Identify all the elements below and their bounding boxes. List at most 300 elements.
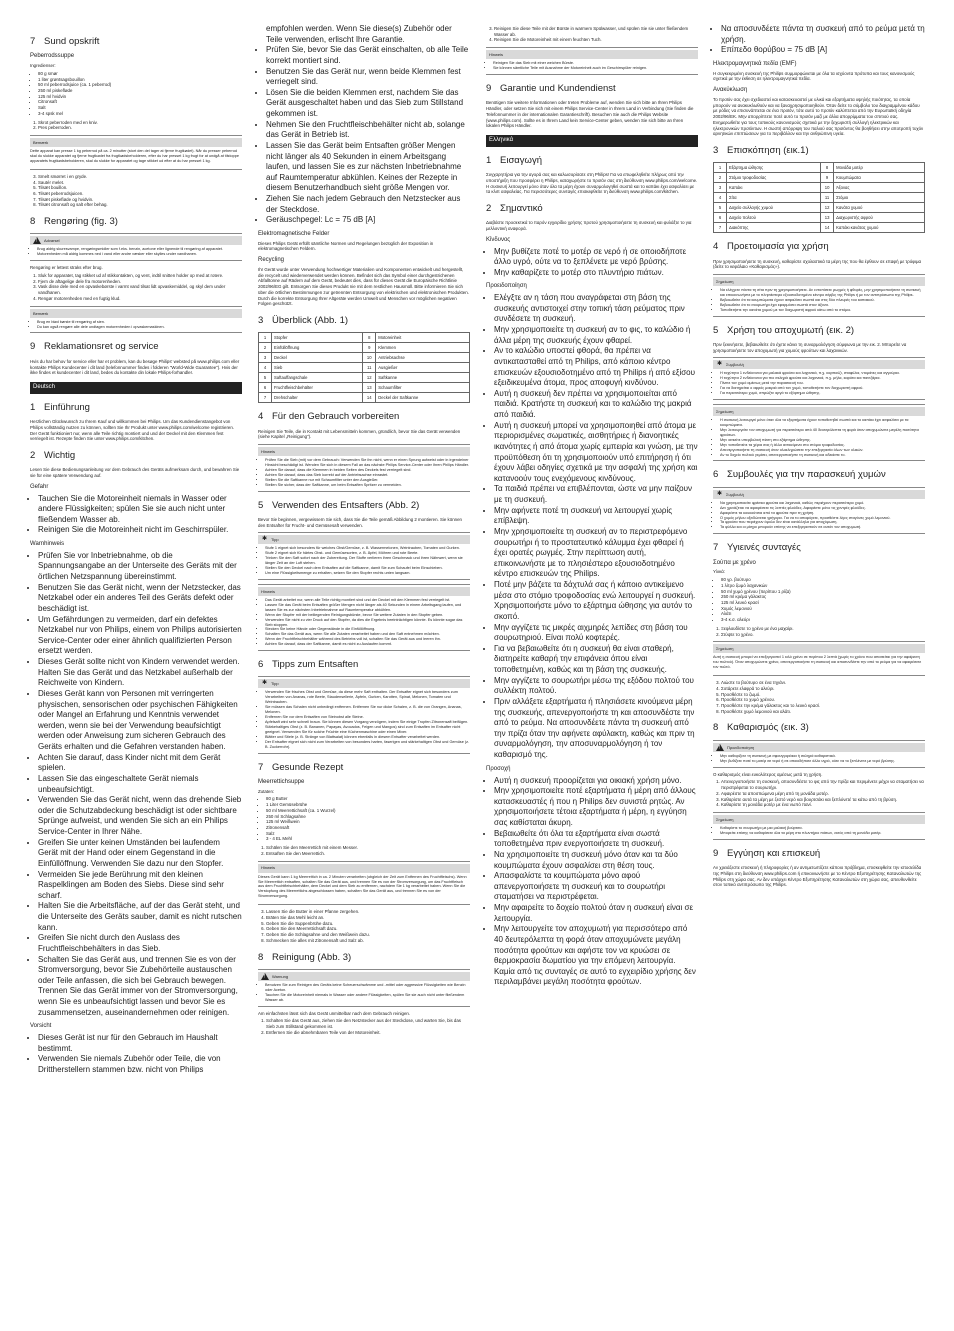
parts-row bbox=[714, 223, 925, 233]
paragraph: Dieses Philips Gerät erfüllt sämtliche Normen und Regelungen bezüglich der Exposition in elektromagnetischen Feldern. bbox=[258, 240, 434, 252]
section-title: Σημαντικό bbox=[500, 202, 543, 214]
note-box bbox=[258, 532, 470, 580]
section-heading bbox=[713, 469, 925, 481]
section-number: 5 bbox=[713, 324, 719, 336]
list-item: • 50 ml Meerrettichsaft (ca. 1 Wurzel) bbox=[266, 808, 470, 814]
subheading: Ανακύκλωση bbox=[713, 87, 748, 94]
list-item: • Verwenden Sie frisches Obst und Gemüse, da diese mehr Saft enthalten. Der Entsafter eignet sich besonders zum Verarbeiten von Ananas, rote Beete, Staudensellerie, Äpfeln, Gurken, Karotten, Spinat, Melonen, Tomaten und Weintrauben. bbox=[265, 690, 470, 705]
step-item: 5. Προσθέστε το ζωμό. bbox=[721, 692, 925, 698]
steps-list bbox=[713, 680, 925, 714]
list-item: • Benutzen Sie zum Reinigen des Geräts keine Scheuerschwämme und -mittel oder aggressive Flüssigkeiten wie Benzin oder Aceton. bbox=[265, 983, 470, 993]
list-item: • Schalten Sie das Gerät aus, wenn Sie alle Zutaten verarbeitet haben und den Saft entnehmen möchten. bbox=[265, 632, 470, 637]
list-item: • 125 ml λευκό κρασί bbox=[721, 600, 925, 606]
note-box bbox=[30, 306, 242, 334]
step-item: 2. Στύψτε το χρένο. bbox=[721, 632, 925, 638]
bullet-list bbox=[713, 371, 925, 396]
list-item: • 250 ml Schlagsahne bbox=[266, 814, 470, 820]
section-heading bbox=[713, 241, 925, 253]
parts-row bbox=[714, 183, 925, 193]
part-number: 12 bbox=[821, 203, 834, 213]
list-item: • Dieses Gerät ist nur für den Gebrauch im Haushalt bestimmt. bbox=[38, 1033, 242, 1054]
section-title: Reinigung (Abb. 3) bbox=[272, 951, 352, 963]
list-item: • Stellen Sie den Deckel nach dem Entsaften auf die Saftkanne, damit Sie zum Schaufel beim Einschieben. bbox=[265, 566, 470, 571]
step-item: 8. Προσθέστε χυμό λεμονιού και αλάτι. bbox=[721, 709, 925, 715]
list-item: • 250 ml piskefløde bbox=[38, 88, 242, 94]
list-item: • Reinigen Sie die Motoreinheit nicht im Geschirrspüler. bbox=[38, 525, 242, 536]
note-box bbox=[258, 969, 470, 1007]
list-item: • Zitronensaft bbox=[266, 825, 470, 831]
part-name: Saftkanne bbox=[376, 373, 470, 383]
note-box bbox=[258, 676, 470, 753]
list-item: • Vermeiden Sie jede Berührung mit den kleinen Raspelklingen am Boden des Siebs. Diese sind sehr scharf. bbox=[38, 870, 242, 902]
column-4 bbox=[713, 24, 925, 890]
list-item: • Μην χρησιμοποιείτε ποτέ εξαρτήματα ή μέρη από άλλους κατασκευαστές ή που η Philips δεν συνιστά ρητώς. Αν χρησιμοποιήσετε τέτοια εξαρτήματα ή μέρη, η εγγύηση σας καθίσταται άκυρη. bbox=[494, 786, 698, 829]
list-item: • Ποτέ μην βάζετε τα δάχτυλά σας ή κάποιο αντικείμενο μέσα στο στόμιο τροφοδοσίας ενώ λειτουργεί η συσκευή. Χρησιμοποιήστε μόνο το εξάρτημα ώθησης για αυτόν το σκοπό. bbox=[494, 580, 698, 623]
parts-row bbox=[259, 333, 470, 343]
list-item: • Αν το καλώδιο υποστεί φθορά, θα πρέπει να αντικατασταθεί από τη Philips, από κάποιο κέντρο επισκευών εξουσιοδοτημένο από τη Philips ή από εξίσου εξειδικευμένα άτομα, προς αποφυγή κινδύνου. bbox=[494, 346, 698, 389]
list-item: • Geräuschpegel: Lc = 75 dB [A] bbox=[266, 215, 470, 226]
note-box bbox=[258, 584, 470, 651]
list-item: • Μην χρησιμοποιείτε τη συσκευή αν το περιστρεφόμενο σουρωτήρι ή το προστατευτικό κάλυμμα έχει φθαρεί ή έχει ορατές ρωγμές. Στην περίπτωση αυτή, επικοινωνήστε με το πλησιέστερο εξουσιοδοτημένο κέντρο επισκευών της Philips. bbox=[494, 527, 698, 580]
list-item: • Μην αφαιρείτε το δοχείο πολτού όταν η συσκευή είναι σε λειτουργία. bbox=[494, 903, 698, 924]
list-item: • Greifen Sie nicht durch den Auslass des Fruchtfleischbehälters in das Sieb. bbox=[38, 933, 242, 954]
note-box bbox=[30, 135, 242, 170]
note-label: Hinweis bbox=[261, 865, 276, 871]
tip-icon: ✱ bbox=[261, 536, 268, 543]
part-number: 8 bbox=[363, 333, 376, 343]
bullet-list bbox=[30, 551, 242, 1019]
note-label: Warnung bbox=[272, 973, 289, 979]
list-item: • Stufe 2 eignet sich für härtes Obst- und Gemüsesorten, z. B. Äpfel, Möhren und rote Beete. bbox=[265, 551, 470, 556]
step-item: 4. Rengør motorenheden med en fugtig klud. bbox=[38, 296, 242, 302]
paragraph: Ihr Gerät wurde unter Verwendung hochwertiger Materialien und Komponenten entwickelt und hergestellt, die recycelt und wiederverwendet werden können. Befindet sich das Symbol einer durchgestrichenen Abfalltonne auf Rädern auf dem Gerät, bedeutet dies, dass für dieses Gerät die Europäische Richtlinie 2002/96/EG gilt. Entsorgen Sie dieses Produkt nie mit dem restlichen Hausmüll. Bitte informieren Sie sich über die örtlichen Bestimmungen zur getrennten Entsorgung von elektrischen und elektronischen Produkten. Durch die korrekte Entsorgung Ihrer Altgeräte werden Umwelt und Menschen vor möglichen negativen Folgen geschützt. bbox=[258, 266, 469, 307]
note-box bbox=[713, 487, 925, 535]
list-item: • Schalten Sie das Gerät aus, und trennen Sie es von der Stromversorgung, bevor Sie Zubehörteile austauschen oder Teile anfassen, die sich bei Gebrauch bewegen. Trennen Sie das Gerät immer von der Stromversorgung, wenn Sie es unbeaufsichtigt lassen und bevor Sie es zusammensetzen, auseinandernehmen oder reinigen. bbox=[38, 955, 242, 1019]
section-number: 4 bbox=[713, 241, 719, 253]
paragraph: Zutaten: bbox=[258, 788, 275, 794]
list-item: • Brug en blød børste til rengøring af sien. bbox=[37, 320, 242, 325]
step-item: 3. Reinigen Sie diese Teile mit der Bürste in warmem Spülwasser, und spülen Sie sie unter fließendem Wasser ab. bbox=[494, 26, 698, 37]
list-item: • Salt bbox=[38, 105, 242, 111]
steps-list bbox=[486, 26, 698, 43]
step-item: 2. Entsaften Sie den Meerrettich. bbox=[266, 851, 470, 857]
section-title: Gesunde Rezept bbox=[272, 761, 344, 773]
step-item: 2. Fjern de aftagelige dele fra motorenheden. bbox=[38, 279, 242, 285]
part-number: 9 bbox=[363, 343, 376, 353]
section-number: 6 bbox=[258, 659, 264, 671]
part-number: 6 bbox=[259, 383, 272, 393]
section-number: 3 bbox=[713, 144, 719, 156]
section-heading bbox=[713, 848, 925, 860]
list-item: • Citronsaft bbox=[38, 99, 242, 105]
list-item: • Μην καθαρίζετε το μοτέρ στο πλυντήριο πιάτων. bbox=[494, 268, 698, 279]
list-item: • Prüfen Sie, bevor Sie das Gerät einschalten, ob alle Teile korrekt montiert sind. bbox=[266, 45, 470, 66]
list-item: • Μην χρησιμοποιείτε τη συσκευή αν το φις, το καλώδιο ή άλλα μέρη της συσκευής έχουν φθαρεί. bbox=[494, 325, 698, 346]
part-name: Klemmen bbox=[376, 343, 470, 353]
parts-table bbox=[713, 162, 925, 233]
note-label: Advarsel bbox=[44, 238, 60, 244]
part-name: Καπάκι bbox=[727, 183, 821, 193]
list-item: • Du kan også rengøre alle dele undtagen motorenheden i opvaskemaskinen. bbox=[37, 325, 242, 330]
section-heading bbox=[30, 36, 242, 48]
section-title: Tipps zum Entsaften bbox=[272, 659, 359, 671]
section-number: 2 bbox=[486, 202, 492, 214]
list-item: • Καθαρίστε το σουρωτήρι με μια μαλακή βούρτσα. bbox=[720, 826, 925, 831]
part-number: 1 bbox=[714, 163, 727, 173]
list-item: • Η συσκευή λειτουργεί μόνο όταν όλα τα εξαρτήματα έχουν τοποθετηθεί σωστά και το καπάκι έχει ασφαλίσει με τα κουμπώματα. bbox=[720, 418, 925, 428]
list-item: • Να χρησιμοποιείτε φρέσκα φρούτα και λαχανικά, καθώς περιέχουν περισσότερο χυμό. bbox=[720, 501, 925, 506]
section-heading bbox=[486, 83, 698, 95]
list-item: • Blätter und Stiele (z. B. Stränge von Blattsalat) können ebenfalls in diesem Entsafter verarbeitet werden. bbox=[265, 735, 470, 740]
part-number: 12 bbox=[363, 373, 376, 383]
step-item: 3. Καθαρίστε αυτά τα μέρη με ζεστό νερό και βουρτσάκι και ξεπλύνετέ τα κάτω από τη βρύση. bbox=[721, 797, 925, 803]
section-heading bbox=[30, 402, 242, 414]
list-item: • 80 g Butter bbox=[266, 796, 470, 802]
section-title: Εγγύηση και επισκευή bbox=[727, 847, 821, 859]
part-number: 2 bbox=[259, 343, 272, 353]
step-item: 2. Entfernen Sie die abnehmbaren Teile von der Motoreinheit. bbox=[266, 1030, 470, 1036]
list-item: • Benutzen Sie das Gerät nicht, wenn der Netzstecker, das Netzkabel oder ein anderes Teil des Geräts defekt oder beschädigt ist. bbox=[38, 583, 242, 615]
list-item: • Μην βυθίζετε ποτέ το μοτέρ σε νερό ή σε οποιοδήποτε άλλο υγρό, ούτε να το ξεπλένετε με νερό βρύσης. bbox=[720, 759, 925, 764]
parts-row bbox=[714, 193, 925, 203]
note-box bbox=[713, 641, 925, 676]
part-number: 13 bbox=[821, 213, 834, 223]
list-item: • Um eine Flüssigkeitsmenge zu erhalten, setzen Sie den Stopfer rechts unten langsam. bbox=[265, 571, 470, 576]
part-name: Στόμιο bbox=[834, 193, 925, 203]
step-item: 1. Schalten Sie das Gerät aus, ziehen Sie den Netzstecker aus der Steckdose, und warten Sie, bis das Sieb zum Stillstand gekommen ist. bbox=[266, 1018, 470, 1029]
section-number: 1 bbox=[486, 154, 492, 166]
part-number: 3 bbox=[714, 183, 727, 193]
steps-list bbox=[30, 273, 242, 302]
list-item: • Dieses Gerät kann von Personen mit verringerten physischen, sensorischen oder psychischen Fähigkeiten oder Mangel an Erfahrung und Kenntnis verwendet werden, wenn sie bei der Verwendung beaufsichtigt werden oder Anweisung zum sicheren Gebrauch des Geräts erhalten und die Gefahren verstanden haben. bbox=[38, 689, 242, 753]
list-item: • Μην λειτουργείτε τον αποχυμωτή για περισσότερο από 40 δευτερόλεπτα τη φορά όταν αποχυμώνετε μεγάλη ποσότητα φρούτων και αφήστε τον να κρυώσει σε θερμοκρασία δωματίου για την επόμενη λειτουργία. Καμία από τις συνταγές σε αυτό το εγχειρίδιο χρήσης δεν περιλαμβάνει μεγάλη ποσότητα φρούτων. bbox=[494, 924, 698, 988]
part-name: Καπάκι κανάτας χυμού bbox=[834, 223, 925, 233]
section-title: Επισκόπηση (εικ.1) bbox=[727, 144, 809, 156]
bullet-list bbox=[486, 247, 698, 279]
part-number: 13 bbox=[363, 383, 376, 393]
parts-row bbox=[259, 373, 470, 383]
paragraph: Benötigen Sie weitere Informationen oder treten Probleme auf, wenden Sie sich bitte an Ihren Philips Händler, oder setzen Sie sich mit einem Philips Service-Center in Ihrem Land in Verbindung (Sie finden die Telefonnummer in der internationalen Garantieschrift). Besuchen Sie auch die Philips Website (www.philips.com). Sollte es in Ihrem Land kein Service-Center geben, wenden Sie sich bitte an Ihren lokalen Philips Händler. bbox=[486, 100, 694, 129]
steps-list bbox=[30, 174, 242, 208]
note-header bbox=[258, 679, 470, 688]
note-header bbox=[713, 277, 925, 286]
section-number: 1 bbox=[30, 401, 36, 413]
list-item: • Πριν αλλάξετε εξαρτήματα ή πλησιάσετε κινούμενα μέρη της συσκευής, απενεργοποιήστε τη και αποσυνδέστε την από το ρεύμα. Να αποσυνδέετε πάντα τη συσκευή από την πρίζα όταν την αφήνετε αφύλακτη, καθώς και πριν τη συναρμολόγηση, την αποσυναρμολόγηση ή τον καθαρισμό της. bbox=[494, 697, 698, 761]
subheading: Recycling bbox=[258, 257, 285, 264]
list-item: • Sie können sämtliche Teile mit Ausnahme der Motoreinheit auch im Geschirrspüler reinigen. bbox=[493, 66, 698, 71]
section-heading bbox=[258, 762, 470, 774]
list-item: • Αυτή η συσκευή προορίζεται για οικιακή χρήση μόνο. bbox=[494, 776, 698, 787]
list-item: • Επίπεδο θορύβου = 75 dB [A] bbox=[721, 45, 925, 56]
note-label: Προειδοποίηση bbox=[727, 744, 755, 750]
note-box bbox=[713, 274, 925, 317]
list-item: • Stecken Sie keine Hände oder Gegenstände in die Einfüllöffnung. bbox=[265, 627, 470, 632]
list-item: • Για να βεβαιωθείτε ότι η συσκευή θα είναι σταθερή, διατηρείτε καθαρή την επιφάνεια όπου είναι τοποθετημένη, καθώς και τη βάση της συσκευής. bbox=[494, 644, 698, 676]
language-bar: Deutsch bbox=[30, 382, 242, 394]
note-header bbox=[713, 815, 925, 824]
list-item: • Τα φύλλα και οι μίσχοι μπορούν επίσης να επεξεργαστούν σε αυτόν τον αποχυμωτή. bbox=[720, 525, 925, 530]
list-item: • Um Gefährdungen zu vermeiden, darf ein defektes Netzkabel nur von Philips, einem von Philips autorisierten Service-Center oder einer ähnlich qualifizierten Person ersetzt werden. bbox=[38, 615, 242, 658]
note-header bbox=[258, 447, 470, 456]
list-item: • Μην καθαρίζετε τη συσκευή με σφουγγαράκια ή σκληρά καθαριστικά. bbox=[720, 754, 925, 759]
note-header bbox=[486, 50, 698, 59]
section-title: Rengøring (fig. 3) bbox=[44, 216, 118, 228]
section-number: 5 bbox=[258, 499, 264, 511]
warning-icon bbox=[261, 973, 269, 980]
list-item: • Μην αγγίζετε τις μικρές αιχμηρές λεπίδες στη βάση του σουρωτηριού. Είναι πολύ κοφτερές. bbox=[494, 623, 698, 644]
paragraph: Hvis du har behov for service eller har et problem, kan du besøge Philips' websted på www.philips.com eller kontakte Philips Kundecenter i dit land (telefonnummer findes i folderen "World-Wide Guarantee"). Hvis der ikke findes et kundecenter i dit land, bedes du kontakte din lokale Philips-forhandler. bbox=[30, 358, 240, 376]
list-item: • Tauchen Sie die Motoreinheit niemals in Wasser oder andere Flüssigkeiten, spülen Sie sie auch nicht unter fließendem Wasser ab. bbox=[265, 993, 470, 1003]
note-header bbox=[713, 407, 925, 416]
bullet-list bbox=[30, 1033, 242, 1076]
section-heading bbox=[713, 145, 925, 157]
part-name: Antriebsachse bbox=[376, 353, 470, 363]
section-number: 7 bbox=[713, 542, 719, 554]
list-item: • Sie müssen das Schalen nicht unbedingt entfernen. Entfernen Sie nur dicke Schalen, z. B. die von Orangen, Ananas, Melonen. bbox=[265, 705, 470, 715]
list-item: • 80 g smør bbox=[38, 71, 242, 77]
subheading: Ηλεκτρομαγνητικά πεδία (EMF) bbox=[713, 60, 797, 67]
bullet-list bbox=[486, 293, 698, 761]
list-item: • 3-4 κ.σ. αλεύρι bbox=[721, 617, 925, 623]
bullet-list bbox=[713, 418, 925, 457]
list-item: • Δεν χρειάζεται να αφαιρέσετε τις λεπτές φλούδες. Αφαιρέστε μόνο τις χοντρές φλούδες. bbox=[720, 506, 925, 511]
paragraph: Πριν ξεκινήσετε, βεβαιωθείτε ότι έχετε κάνει τη συναρμολόγηση σύμφωνα με την εικ. 2. Μπορείτε να χρησιμοποιήσετε τον αποχυμωτή για χυμούς φρούτων και λαχανικών. bbox=[713, 342, 907, 353]
part-name: Κουμπώματα bbox=[834, 173, 925, 183]
note-header bbox=[258, 587, 470, 596]
step-item: 2. Pres peberroden. bbox=[38, 125, 242, 131]
section-heading bbox=[486, 155, 698, 167]
section-number: 2 bbox=[30, 449, 36, 461]
paragraph: Υλικά: bbox=[713, 569, 725, 575]
parts-row bbox=[259, 383, 470, 393]
section-title: Wichtig bbox=[44, 449, 76, 461]
section-title: Υγιεινές συνταγές bbox=[727, 542, 801, 554]
list-item: • Nehmen Sie den Fruchtfleischbehälter nicht ab, solange das Gerät in Betrieb ist. bbox=[266, 120, 470, 141]
part-name: Δοχείο συλλογής χυμού bbox=[727, 203, 821, 213]
tip-icon: ✱ bbox=[716, 490, 723, 497]
step-item: 1. Schälen Sie den Meerrettich mit einem Messer. bbox=[266, 845, 470, 851]
note-label: Tipp bbox=[271, 537, 279, 543]
part-name: Ausgießer bbox=[376, 363, 470, 373]
note-text: Dette apparat kan presse 1 kg peberrod på ca. 2 minutter (stort den del tager at fjerne frugtkødet). Når du presser peberrod skal du slukke apparatet og fjerne frugtkødet fra frugtkødsbeholderen, efter du har presset 1 kg frugt for at undgå at tilstoppe apparatets frugtkødsbeholderen, skal du slukke for apparatet og tage stikket ud efter at du har presset 1 kg. bbox=[30, 149, 239, 163]
list-item: • Αφαιρέστε τα κουκούτσια από τα φρούτα πριν τη χρήση. bbox=[720, 511, 925, 516]
part-number: 3 bbox=[259, 353, 272, 363]
note-header bbox=[713, 743, 925, 752]
list-item: • Benutzen Sie das Gerät nur, wenn beide Klemmen fest verriegelt sind. bbox=[266, 67, 470, 88]
parts-row bbox=[259, 343, 470, 353]
section-number: 7 bbox=[30, 36, 36, 47]
paragraph: Bevor Sie beginnen, vergewissern Sie sich, dass Sie die Teile gemäß Abbildung 2 montieren. Sie können den Entsafter für Frucht- und Gemüsesaft verwenden. bbox=[258, 516, 462, 528]
list-item: • 3 - 4 EL Mehl bbox=[266, 836, 470, 842]
list-item: • Μην λειτουργείτε τον αποχυμωτή για περισσότερο από 40 δευτερόλεπτα τη φορά όταν αποχυμώνετε μεγάλη ποσότητα φρούτων. bbox=[720, 428, 925, 438]
part-number: 14 bbox=[821, 223, 834, 233]
section-heading bbox=[258, 500, 470, 512]
paragraph: Herzlichen Glückwunsch zu Ihrem Kauf und willkommen bei Philips. Um das Kundendienstangebot von Philips vollständig nutzen zu können, sollten Sie Ihr Produkt unter www.philips.com/welcome registrieren. Der Gerät funktioniert nur, wenn alle Teile richtig montiert und und der Deckel mit den Klemmen fest verriegelt ist. Rezepte finden Sie unter www.philips.com/kitchen. bbox=[30, 419, 235, 442]
section-heading bbox=[486, 203, 698, 215]
list-item: • Achten Sie darauf, dass die Klemmen in beiden Seiten des Deckels fest verriegelt sind. bbox=[265, 468, 470, 473]
note-label: Σημείωση bbox=[716, 646, 734, 652]
note-label: Σημείωση bbox=[716, 278, 734, 284]
part-number: 8 bbox=[821, 163, 834, 173]
step-item: 1. Ξεφλουδίστε το χρένο με ένα μαχαίρι. bbox=[721, 626, 925, 632]
bullet-list bbox=[258, 796, 470, 842]
part-name: Stopfer bbox=[272, 333, 363, 343]
step-item: 5. Tilsæt bouillon. bbox=[38, 185, 242, 191]
steps-list bbox=[258, 1018, 470, 1035]
subheading: Vorsicht bbox=[30, 1023, 52, 1030]
list-item: • Brug aldrig skuresvampe, rengøringsmidler som f.eks. benzin, acetone eller lignende til rengøring af apparatet. bbox=[37, 247, 242, 252]
part-name: Deckel der Saftkanne bbox=[376, 393, 470, 403]
section-title: Für den Gebrauch vorbereiten bbox=[272, 411, 400, 423]
paragraph: Συγχαρητήρια για την αγορά σας και καλωσορίσατε στη Philips! Για να επωφεληθείτε πλήρως από την υποστήριξη που προσφέρει η Philips, καταχωρήστε το προϊόν σας στη διεύθυνση www.philips.com/welcome. Η συσκευή λειτουργεί μόνο όταν όλα τα μέρη έχουν συναρμολογηθεί σωστά και το καπάκι έχει ασφαλίσει με τα κλιπ ασφαλείας. Για περισσότερες συνταγές επισκεφθείτε τη διεύθυνση www.philips.com/kitchen. bbox=[486, 172, 698, 195]
part-name: Motoreinheit bbox=[376, 333, 470, 343]
parts-row bbox=[259, 393, 470, 403]
part-name: Σίτα bbox=[727, 193, 821, 203]
section-number: 9 bbox=[30, 341, 36, 353]
part-name: Άξονας bbox=[834, 183, 925, 193]
part-number: 7 bbox=[714, 223, 727, 233]
list-item: • Χυμός λεμονιού bbox=[721, 606, 925, 612]
bullet-list bbox=[30, 71, 242, 117]
part-name: Κανάτα χυμού bbox=[834, 203, 925, 213]
list-item: • 3-4 spsk mel bbox=[38, 111, 242, 117]
part-name: Μονάδα μοτέρ bbox=[834, 163, 925, 173]
step-item: 4. Bräten Sie das Mehl leicht an. bbox=[266, 915, 470, 921]
note-text: Dieses Gerät kann 1 kg Meerrettich in ca. 2 Minuten verarbeiten (obgleich der Zeit zum Entfernen des Fruchtfleischs). Wenn Sie Meerrettich entsaften, schalten Sie das Gerät aus, und trennen Sie es von der Stromversorgung, um das Fruchtfleisch aus dem Fruchtfleischbehälter, dem Deckel und dem Sieb zu entfernen, nachdem Sie 1 kg verarbeitet haben. Wenn Sie die Verstopfung des Meerrettichs abgeschlossen haben, schalten Sie das Gerät aus, und trennen Sie es von der Stromversorgung. bbox=[258, 874, 467, 899]
list-item: • Μην ασκείτε υπερβολική πίεση στο εξάρτημα ώθησης. bbox=[720, 438, 925, 443]
section-title: Überblick (Abb. 1) bbox=[272, 314, 349, 326]
note-label: Συμβουλή bbox=[726, 491, 744, 497]
step-item: 3. Vask disse dele med en opvaskebørste i varmt vand tilsat lidt opvaskemiddel, og skyl dem under vandhanen. bbox=[38, 284, 242, 295]
step-item: 6. Προσθέστε το χυμό χρένου. bbox=[721, 697, 925, 703]
list-item: • Salz bbox=[266, 831, 470, 837]
paragraph: Διαβάστε προσεκτικά το παρόν εγχειρίδιο χρήσης προτού χρησιμοποιήσετε τη συσκευή και φυλάξτε το για μελλοντική αναφορά. bbox=[486, 220, 692, 232]
section-number: 9 bbox=[713, 847, 719, 859]
section-heading bbox=[258, 411, 470, 423]
list-item: • Βεβαιωθείτε ότι τα κουμπώματα έχουν ασφαλίσει σωστά και στις δύο πλευρές του καπακιού. bbox=[720, 298, 925, 303]
list-item: • Prüfen Sie die Sieb (mit) vor dem Gebrauch: Verwenden Sie ihn nicht, wenn er einen Sprung aufweist oder in irgendeiner Hinsicht beschädigt ist. Wenden Sie sich in diesem Fall an das nächste Philips Service-Center oder Ihren Philips Händler. bbox=[265, 458, 470, 468]
list-item: • Stärkehaltiges Obst (z. B. Bananen, Papayas, Avocados, Feigen und Mangos) sind zum Entsaften im Entsafter nicht geeignet. Verwenden Sie für solche Früchte eine Küchenmaschine oder einen Mixer. bbox=[265, 725, 470, 735]
list-item: • Halten Sie die Arbeitsfläche, auf der das Gerät steht, und die Unterseite des Geräts sauber, damit es nicht rutschen kann. bbox=[38, 901, 242, 933]
part-number: 5 bbox=[259, 373, 272, 383]
parts-row bbox=[714, 163, 925, 173]
bullet-list bbox=[258, 458, 470, 488]
list-item: • 125 ml hvidvin bbox=[38, 94, 242, 100]
part-name: Sieb bbox=[272, 363, 363, 373]
note-label: Σημείωση bbox=[716, 408, 734, 414]
bullet-list bbox=[713, 501, 925, 531]
note-header bbox=[713, 644, 925, 653]
step-item: 8. Schmecken Sie alles mit Zitronensaft und Salz ab. bbox=[266, 938, 470, 944]
list-item: • 50 ml peberrodsjuice (ca. 1 peberrod) bbox=[38, 82, 242, 88]
warning-icon bbox=[33, 237, 41, 244]
section-number: 8 bbox=[713, 722, 719, 734]
note-header bbox=[30, 236, 242, 245]
list-item: • Achten Sie darauf, dass das Sieb korrekt auf der Antriebsachse einrastet. bbox=[265, 473, 470, 478]
paragraph: Η συγκεκριμένη συσκευή της Philips συμμορφώνεται με όλα τα ισχύοντα πρότυπα και τους κανονισμούς σχετικά με την έκθεση σε ηλεκτρομαγνητικά πεδία. bbox=[713, 70, 915, 82]
note-label: Bemærk bbox=[33, 310, 49, 316]
tip-icon: ✱ bbox=[261, 680, 268, 687]
bullet-list bbox=[258, 690, 470, 749]
note-label: Bemærk bbox=[33, 139, 49, 145]
list-item: • Μην βυθίζετε ποτέ το μοτέρ σε νερό ή σε οποιοδήποτε άλλο υγρό, ούτε να το ξεπλένετε με νερό βρύσης. bbox=[494, 247, 698, 268]
paragraph: Am einfachsten lässt sich das Gerät unmittelbar nach dem Gebrauch reinigen. bbox=[258, 1010, 411, 1016]
part-number: 2 bbox=[714, 173, 727, 183]
step-item: 1. Sluk for apparatet, tag stikket ud af stikkontakten, og vent, indtil snitten holder op med at rotere. bbox=[38, 273, 242, 279]
list-item: • Η ταχύτητα 1 ενδείκνυται για μαλακά φρούτα και λαχανικά, π.χ. καρπούζι, σταφύλια, ντομάτες και αγγούρια. bbox=[720, 371, 925, 376]
section-heading bbox=[713, 542, 925, 554]
list-item: • Greifen Sie unter keinen Umständen bei laufendem Gerät mit der Hand oder einem Gegenstand in die Einfüllöffnung. Verwenden Sie dazu nur den Stopfer. bbox=[38, 838, 242, 870]
note-label: Συμβουλή bbox=[726, 362, 744, 368]
parts-row bbox=[259, 363, 470, 373]
section-number: 9 bbox=[486, 83, 492, 94]
part-number: 5 bbox=[714, 203, 727, 213]
list-item: • Der Entsafter eignet sich nicht zum Verarbeiten von besonders harten, faserigen und stärkehaltigen Obst und Gemüse (z. B. Zuckerrohr). bbox=[265, 740, 470, 750]
note-header bbox=[30, 309, 242, 318]
list-item: • 125 ml Weißwein bbox=[266, 819, 470, 825]
list-item: • Τα φρούτα που περιέχουν άμυλο δεν είναι κατάλληλα για αποχύμωση. bbox=[720, 520, 925, 525]
part-name: Διαχωριστής αφρού bbox=[834, 213, 925, 223]
list-item: • Ziehen Sie nach jedem Gebrauch den Netzstecker aus der Steckdose. bbox=[266, 194, 470, 215]
subheading: Meerrettichsuppe bbox=[258, 778, 305, 785]
note-box bbox=[713, 404, 925, 461]
list-item: • Αυτή η συσκευή μπορεί να χρησιμοποιηθεί από άτομα με περιορισμένες σωματικές, αισθητήριες ή διανοητικές ικανότητες ή από άτομα χωρίς εμπειρία και γνώση, με την προϋπόθεση ότι τη χρησιμοποιούν υπό επιτήρηση ή ότι έχουν λάβει οδηγίες σχετικά με την ασφαλή της χρήση και κατανοούν τους ενεχόμενους κινδύνους. bbox=[494, 421, 698, 485]
note-box bbox=[30, 233, 242, 261]
section-number: 8 bbox=[30, 216, 36, 228]
bullet-list bbox=[258, 983, 470, 1003]
note-label: Hinweis bbox=[261, 448, 276, 454]
section-heading bbox=[713, 722, 925, 734]
bullet-list bbox=[30, 320, 242, 330]
list-item: • Trinken Sie den Saft sofort nach der Zubereitung. Der Stoffe verlieren ihren Geschmack und ihren Nährwert, wenn sie länger Zeit an der Luft stehen. bbox=[265, 556, 470, 566]
parts-row bbox=[714, 213, 925, 223]
list-item: • Μην αγγίζετε το σουρωτήρι μέσω της εξόδου πολτού του συλλέκτη πολτού. bbox=[494, 676, 698, 697]
note-box bbox=[258, 444, 470, 492]
step-item: 7. Προσθέστε την κρέμα γάλακτος και το λευκό κρασί. bbox=[721, 703, 925, 709]
list-item: • Achten Sie darauf, dass der Saftkanne, damit es nicht zu Auslaufen kommt. bbox=[265, 642, 470, 647]
bullet-list bbox=[30, 247, 242, 257]
part-name: Drehschalter bbox=[272, 393, 363, 403]
list-item: • Ο χυμός μήλου οξειδώνεται γρήγορα. Για να το αποφύγετε, προσθέστε λίγες σταγόνες χυμό λεμονιού. bbox=[720, 516, 925, 521]
note-text: Αυτή η συσκευή μπορεί να επεξεργαστεί 1 κιλό χρένο σε περίπου 2 λεπτά (χωρίς το χρόνο που απαιτείται για την αφαίρεση του πολτού). Όταν αποχυμώνετε χρένο, απενεργοποιήστε τη συσκευή και αποσυνδέστε την από το ρεύμα για να αφαιρέσετε τον πολτό. bbox=[713, 655, 922, 670]
part-name: Saftauffangschale bbox=[272, 373, 363, 383]
step-item: 4. Reinigen Sie die Motoreinheit mit einem feuchten Tuch. bbox=[494, 37, 698, 43]
step-item: 8. Tilsæt citronsaft og salt efter behag. bbox=[38, 202, 242, 208]
section-title: Sund opskrift bbox=[44, 36, 100, 47]
column-3 bbox=[486, 26, 698, 991]
note-box bbox=[713, 740, 925, 768]
subheading: Σούπα με χρένο bbox=[713, 559, 756, 566]
parts-table bbox=[258, 332, 470, 403]
section-title: Verwenden des Entsafters (Abb. 2) bbox=[272, 499, 420, 511]
list-item: • Verwenden Sie nicht zu vier Druck auf den Stopfer, da dies die Ergebnis beeinträchtigen könnte. Es könnte sogar das Sieb stoppen. bbox=[265, 618, 470, 628]
subheading: Peberrodssuppe bbox=[30, 53, 75, 60]
note-box bbox=[258, 861, 470, 906]
list-item: • Lassen Sie das Gerät beim Entsaften größer Mengen nicht länger als 40 Sekunden in einem Arbeitsgang laufen, und lassen Sie es zur nächsten Inbetriebnahme auf Raumtemperatur abkühlen. bbox=[265, 603, 470, 613]
list-item: • Stellen Sie sicher, dass der Saftkanne, um beim Entsaften Spritzer zu vermeiden. bbox=[265, 483, 470, 488]
note-header bbox=[713, 360, 925, 369]
list-item: • 1 liter grøntsagsbouillon bbox=[38, 77, 242, 83]
bullet-list bbox=[30, 494, 242, 537]
step-item: 5. Geben Sie die Suppenbrühe dazu. bbox=[266, 921, 470, 927]
list-item: • Tauchen Sie die Motoreinheit niemals in Wasser oder andere Flüssigkeiten; spülen Sie sie auch nicht unter fließendem Wasser ab. bbox=[38, 494, 242, 526]
step-item: 3. Lassen Sie die Butter in einer Pfanne zergehen. bbox=[266, 909, 470, 915]
step-item: 3. Smelt smørret i en gryde. bbox=[38, 174, 242, 180]
list-item: • Για να διατηρείται ο αφρός μακριά από τον χυμό, τοποθετήστε τον διαχωριστή αφρού. bbox=[720, 386, 925, 391]
bullet-list bbox=[713, 288, 925, 313]
part-number: 4 bbox=[714, 193, 727, 203]
section-number: 3 bbox=[258, 314, 264, 326]
